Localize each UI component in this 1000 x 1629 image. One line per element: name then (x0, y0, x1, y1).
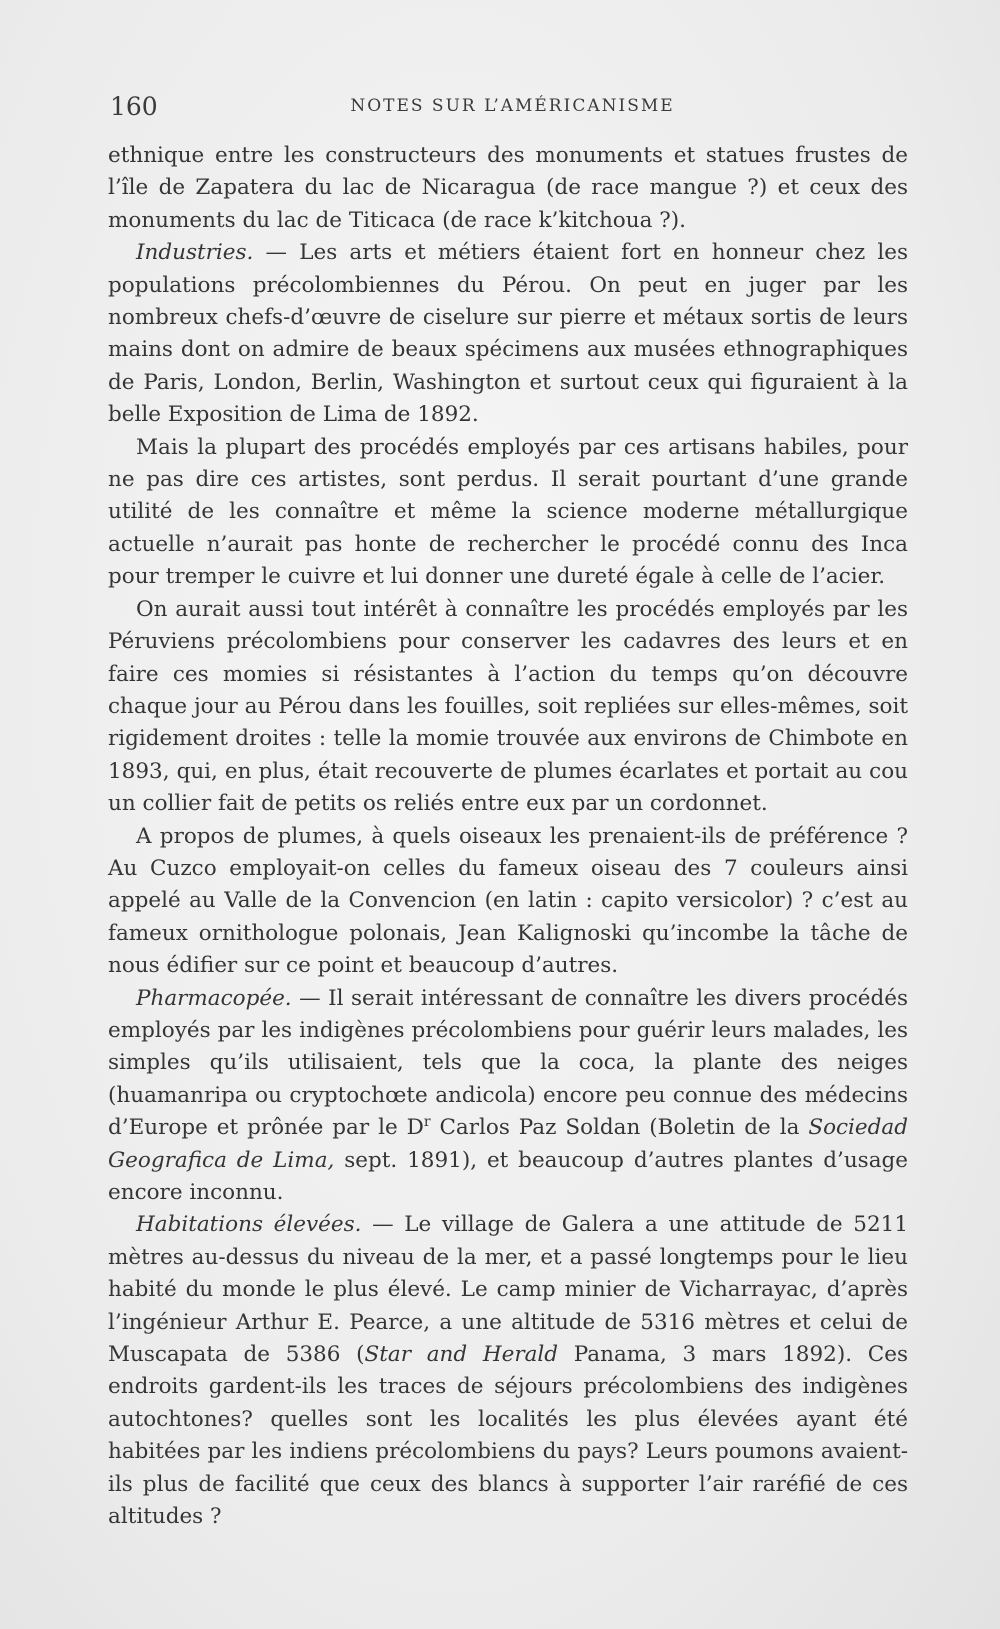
paragraph-momies: On aurait aussi tout intérêt à connaître les procédés employés par les Péruviens précolombiens pour conserver les cadavres des leurs et en faire ces momies si résistantes à l’action du temps qu’on découvre chaque jour au Pérou dans les fouilles, soit repliées sur elles-mêmes, soit rigidement droites : telle la momie trouvée aux environs de Chimbote en 1893, qui, en plus, était recouverte de plumes écarlates et portait au cou un collier fait de petits os reliés entre eux par un cordonnet. (108, 596, 908, 817)
paragraph-pharmacopee-text-b: Carlos Paz Soldan (Boletin de la (430, 1115, 809, 1141)
newspaper-title-star-herald: Star and Herald (364, 1342, 559, 1368)
paragraph-pharmacopee-text-c: sept. 1891), et beaucoup d’autres plantes d’usage encore inconnu. (108, 1147, 909, 1205)
paragraph-ethnique: ethnique entre les constructeurs des monuments et statues frustes de l’île de Zapatera du lac de Nicaragua (de race mangue ?) et ceux des monuments du lac de Titicaca (de race k’kitchoua ?). (108, 143, 908, 233)
paragraph-habitations-text-a: — Le village de Galera a une attitude de 5211 mètres au-dessus du niveau de la mer, et a passé longtemps pour le lieu habité du monde le plus élevé. Le camp minier de Vicharrayac, d’après l’ingénieur Arthur E. Pearce, a une altitude de 5316 mètres et celui de Muscapata de 5386 ( (108, 1212, 909, 1368)
paragraph-habitations-text-b: Panama, 3 mars 1892). Ces endroits gardent-ils les traces de séjours précolombiens des indigènes autochtones? quelles sont les localités les plus élevées ayant été habitées par les indiens précolombiens du pays? Leurs poumons avaient-ils plus de facilité que ceux des blancs à supporter l’air raréfié de ces altitudes ? (108, 1342, 908, 1530)
page-number: 160 (110, 92, 158, 121)
running-title: NOTES SUR L’AMÉRICANISME (350, 96, 675, 116)
paragraph-pharmacopee-text-a: — Il serait intéressant de connaître les divers procédés employés par les indigènes précolombiens pour guérir leurs malades, les simples qu’ils utilisaient, tels que la coca, la plante des neiges (huamanripa ou cryptochœte andicola) encore peu connue des médecins d’Europe et prônée par le D (108, 985, 908, 1141)
paragraph-industries-text: — Les arts et métiers étaient fort en honneur chez les populations précolombiennes du Pérou. On peut en juger par les nombreux chefs-d’œuvre de ciselure sur pierre et métaux sortis de leurs mains dont on admire de beaux spécimens aux musées ethnographiques de Paris, London, Berlin, Washington et surtout ceux qui figuraient à la belle Exposition de Lima de 1892. (108, 240, 908, 428)
body-text (108, 140, 908, 1533)
superscript-r: r (423, 1114, 431, 1131)
running-head (110, 92, 915, 122)
paragraph-habitations (108, 1209, 908, 1533)
paragraph-procedes: Mais la plupart des procédés employés par ces artisans habiles, pour ne pas dire ces artistes, sont perdus. Il serait pourtant d’une grande utilité de les connaître et même la science moderne métallurgique actuelle n’aurait pas honte de rechercher le procédé connu des Inca pour tremper le cuivre et lui donner une dureté égale à celle de l’acier. (108, 434, 908, 590)
section-heading-industries: Industries. (136, 240, 254, 266)
journal-title-sociedad: Sociedad Geografica de Lima, (108, 1115, 909, 1173)
section-heading-habitations: Habitations élevées. (136, 1212, 362, 1238)
paragraph-industries (108, 237, 908, 431)
paragraph-pharmacopee (108, 983, 908, 1210)
paragraph-plumes: A propos de plumes, à quels oiseaux les prenaient-ils de préférence ? Au Cuzco employait-on celles du fameux oiseau des 7 couleurs ainsi appelé au Valle de la Convencion (en latin : capito versicolor) ? c’est au fameux ornithologue polonais, Jean Kalignoski qu’incombe la tâche de nous édifier sur ce point et beaucoup d’autres. (108, 823, 908, 979)
section-heading-pharmacopee: Pharmacopée. (136, 985, 292, 1011)
